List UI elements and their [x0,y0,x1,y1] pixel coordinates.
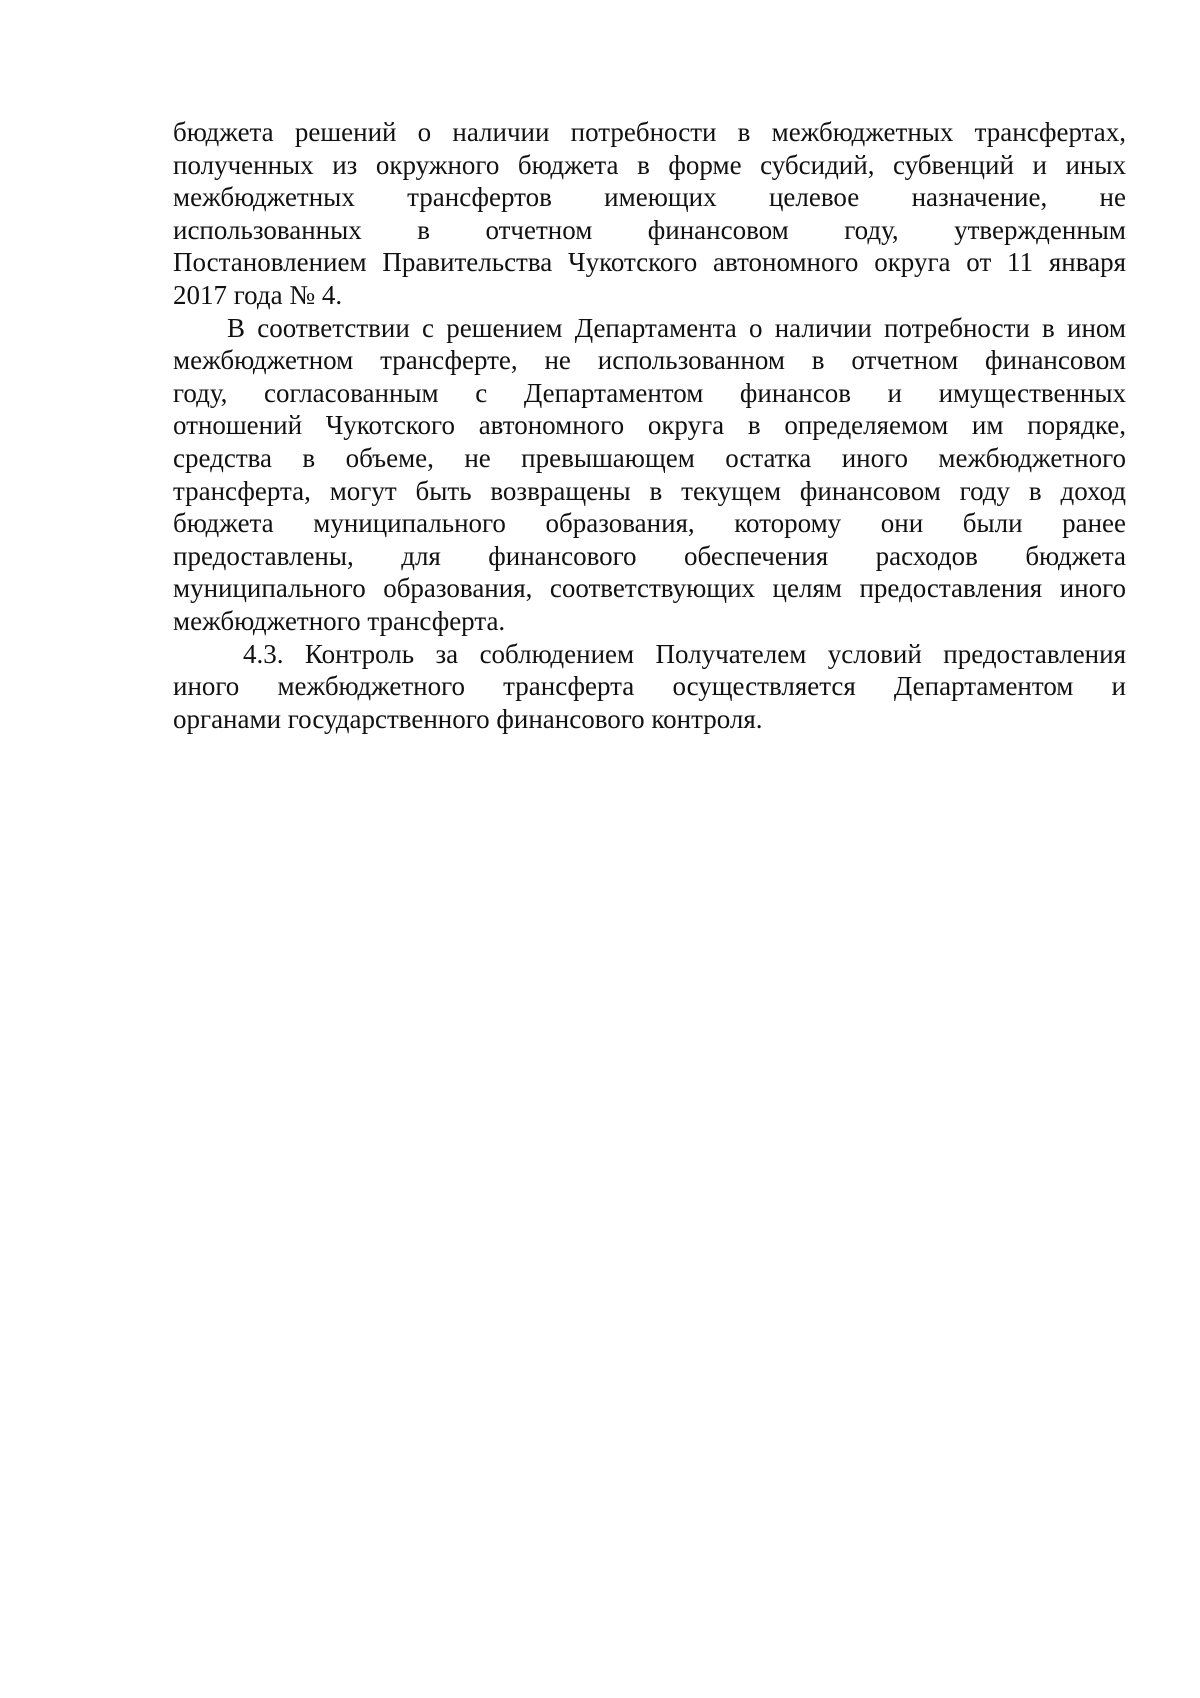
paragraph-line: органами государственного финансового контроля. [173,703,763,734]
paragraph-line: бюджета муниципального образования, которому они были ранее [173,508,1126,539]
paragraph-line: использованных в отчетном финансовом году, утвержденным [173,214,1126,245]
document-body [173,116,1126,735]
paragraph-3 [173,638,1126,736]
paragraph-line: Постановлением Правительства Чукотского автономного округа от 11 января [173,247,1126,278]
paragraph-line: муниципального образования, соответствующих целям предоставления иного [173,573,1126,604]
paragraph-line: иного межбюджетного трансферта осуществляется Департаментом и [173,671,1126,702]
paragraph-line: бюджета решений о наличии потребности в межбюджетных трансфертах, [173,117,1126,147]
paragraph-line: трансферта, могут быть возвращены в текущем финансовом году в доход [173,475,1126,506]
paragraph-1 [173,116,1126,312]
paragraph-line: отношений Чукотского автономного округа в определяемом им порядке, [173,410,1126,441]
paragraph-line: полученных из окружного бюджета в форме субсидий, субвенций и иных [173,149,1126,180]
paragraph-line: В соответствии с решением Департамента о наличии потребности в ином [227,312,1126,343]
paragraph-line: межбюджетном трансферте, не использованном в отчетном финансовом [173,345,1126,376]
paragraph-line: 2017 года № 4. [173,279,343,310]
paragraph-2 [173,312,1126,638]
paragraph-line: году, согласованным с Департаментом финансов и имущественных [173,377,1126,408]
paragraph-line: средства в объеме, не превышающем остатка иного межбюджетного [173,442,1126,473]
paragraph-line: предоставлены, для финансового обеспечения расходов бюджета [173,540,1126,571]
paragraph-line: межбюджетных трансфертов имеющих целевое назначение, не [173,182,1126,213]
paragraph-line: межбюджетного трансферта. [173,605,506,636]
paragraph-line: 4.3. Контроль за соблюдением Получателем условий предоставления [243,638,1126,669]
